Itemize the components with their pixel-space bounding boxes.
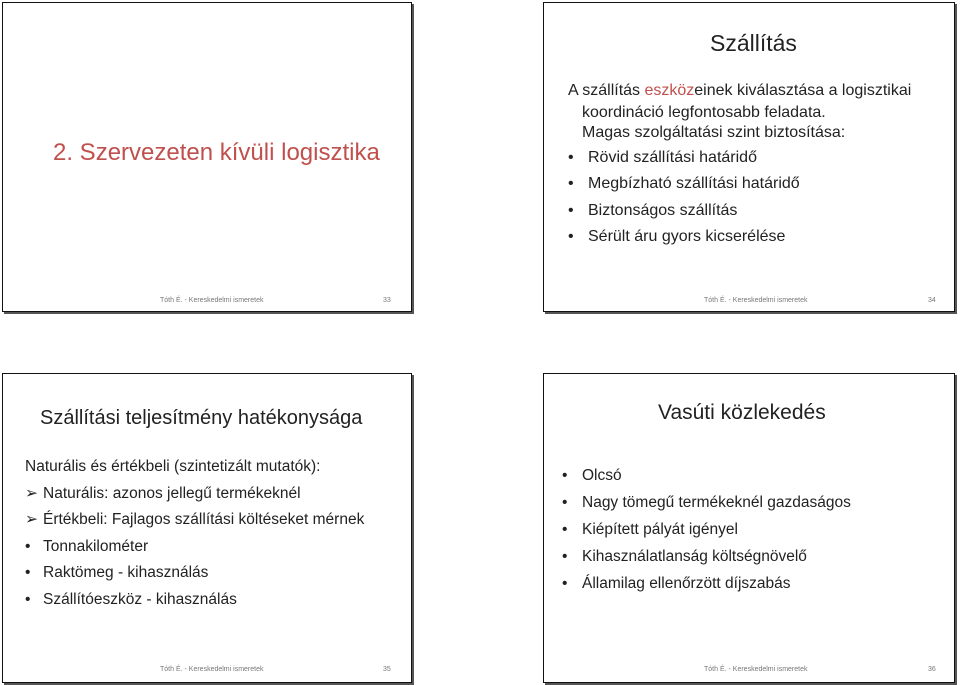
bullet-icon: • (25, 564, 31, 581)
bullet-icon: • (562, 494, 568, 511)
intro-line-2: koordináció legfontosabb feladata. (582, 103, 826, 121)
slide-body (562, 462, 851, 597)
slide-footer: Tóth É. - Kereskedelmi ismeretek (704, 297, 808, 304)
slide-title: Szállítás (710, 30, 797, 56)
page-number: 34 (928, 297, 936, 304)
slide-35 (2, 373, 412, 683)
intro-text-a: A szállítás (568, 82, 645, 99)
intro-line (568, 78, 911, 105)
intro-text-b: einek kiválasztása a logisztikai (694, 82, 912, 99)
slide-title: 2. Szervezeten kívüli logisztika (53, 139, 380, 166)
intro-accent-word: eszköz (644, 82, 695, 99)
bullet-icon: • (568, 201, 574, 219)
slide-footer: Tóth É. - Kereskedelmi ismeretek (160, 666, 264, 673)
bullet-icon: • (562, 467, 568, 484)
arrow-bullet-icon: ➢ (25, 484, 38, 502)
slide-34 (543, 2, 955, 312)
page-number: 35 (383, 666, 391, 673)
list-item: • Tonnakilométer (25, 534, 364, 561)
list-item: • Megbízható szállítási határidő (568, 171, 911, 198)
slide-footer: Tóth É. - Kereskedelmi ismeretek (160, 297, 264, 304)
slide-footer: Tóth É. - Kereskedelmi ismeretek (704, 666, 808, 673)
arrow-bullet-icon: ➢ (25, 511, 38, 528)
list-item: ➢ Naturális: azonos jellegű termékeknél (25, 481, 364, 508)
intro-line: Naturális és értékbeli (szintetizált mutatók): (25, 458, 321, 475)
slide-33 (2, 2, 412, 312)
list-item: • Rövid szállítási határidő (568, 145, 911, 172)
slide-body (568, 78, 911, 251)
list-item: • Raktömeg - kihasználás (25, 560, 364, 587)
bullet-icon: • (25, 537, 31, 555)
bullet-icon: • (568, 148, 574, 166)
bullet-icon: • (562, 521, 568, 538)
list-item: ➢ Értékbeli: Fajlagos szállítási költéseket mérnek (25, 507, 364, 534)
bullet-icon: • (562, 575, 568, 592)
slide-36 (543, 373, 955, 683)
slide-body (25, 454, 364, 613)
list-item: • Kiépített pályát igényel (562, 516, 851, 543)
page-number: 36 (928, 666, 936, 673)
list-item: • Sérült áru gyors kicserélése (568, 224, 911, 251)
page-number: 33 (383, 297, 391, 304)
bullet-icon: • (568, 175, 574, 192)
list-item: • Olcsó (562, 462, 851, 489)
slide-title: Vasúti közlekedés (658, 401, 826, 424)
slide-title: Szállítási teljesítmény hatékonysága (40, 407, 363, 429)
list-item: • Szállítóeszköz - kihasználás (25, 587, 364, 614)
intro-line-3: Magas szolgáltatási szint biztosítása: (582, 123, 846, 141)
list-item: • Államilag ellenőrzött díjszabás (562, 570, 851, 597)
list-item: • Kihasználatlanság költségnövelő (562, 543, 851, 570)
list-item: • Nagy tömegű termékeknél gazdaságos (562, 489, 851, 516)
bullet-icon: • (25, 590, 31, 608)
list-item: • Biztonságos szállítás (568, 198, 911, 225)
bullet-icon: • (562, 548, 568, 565)
bullet-icon: • (568, 228, 574, 245)
